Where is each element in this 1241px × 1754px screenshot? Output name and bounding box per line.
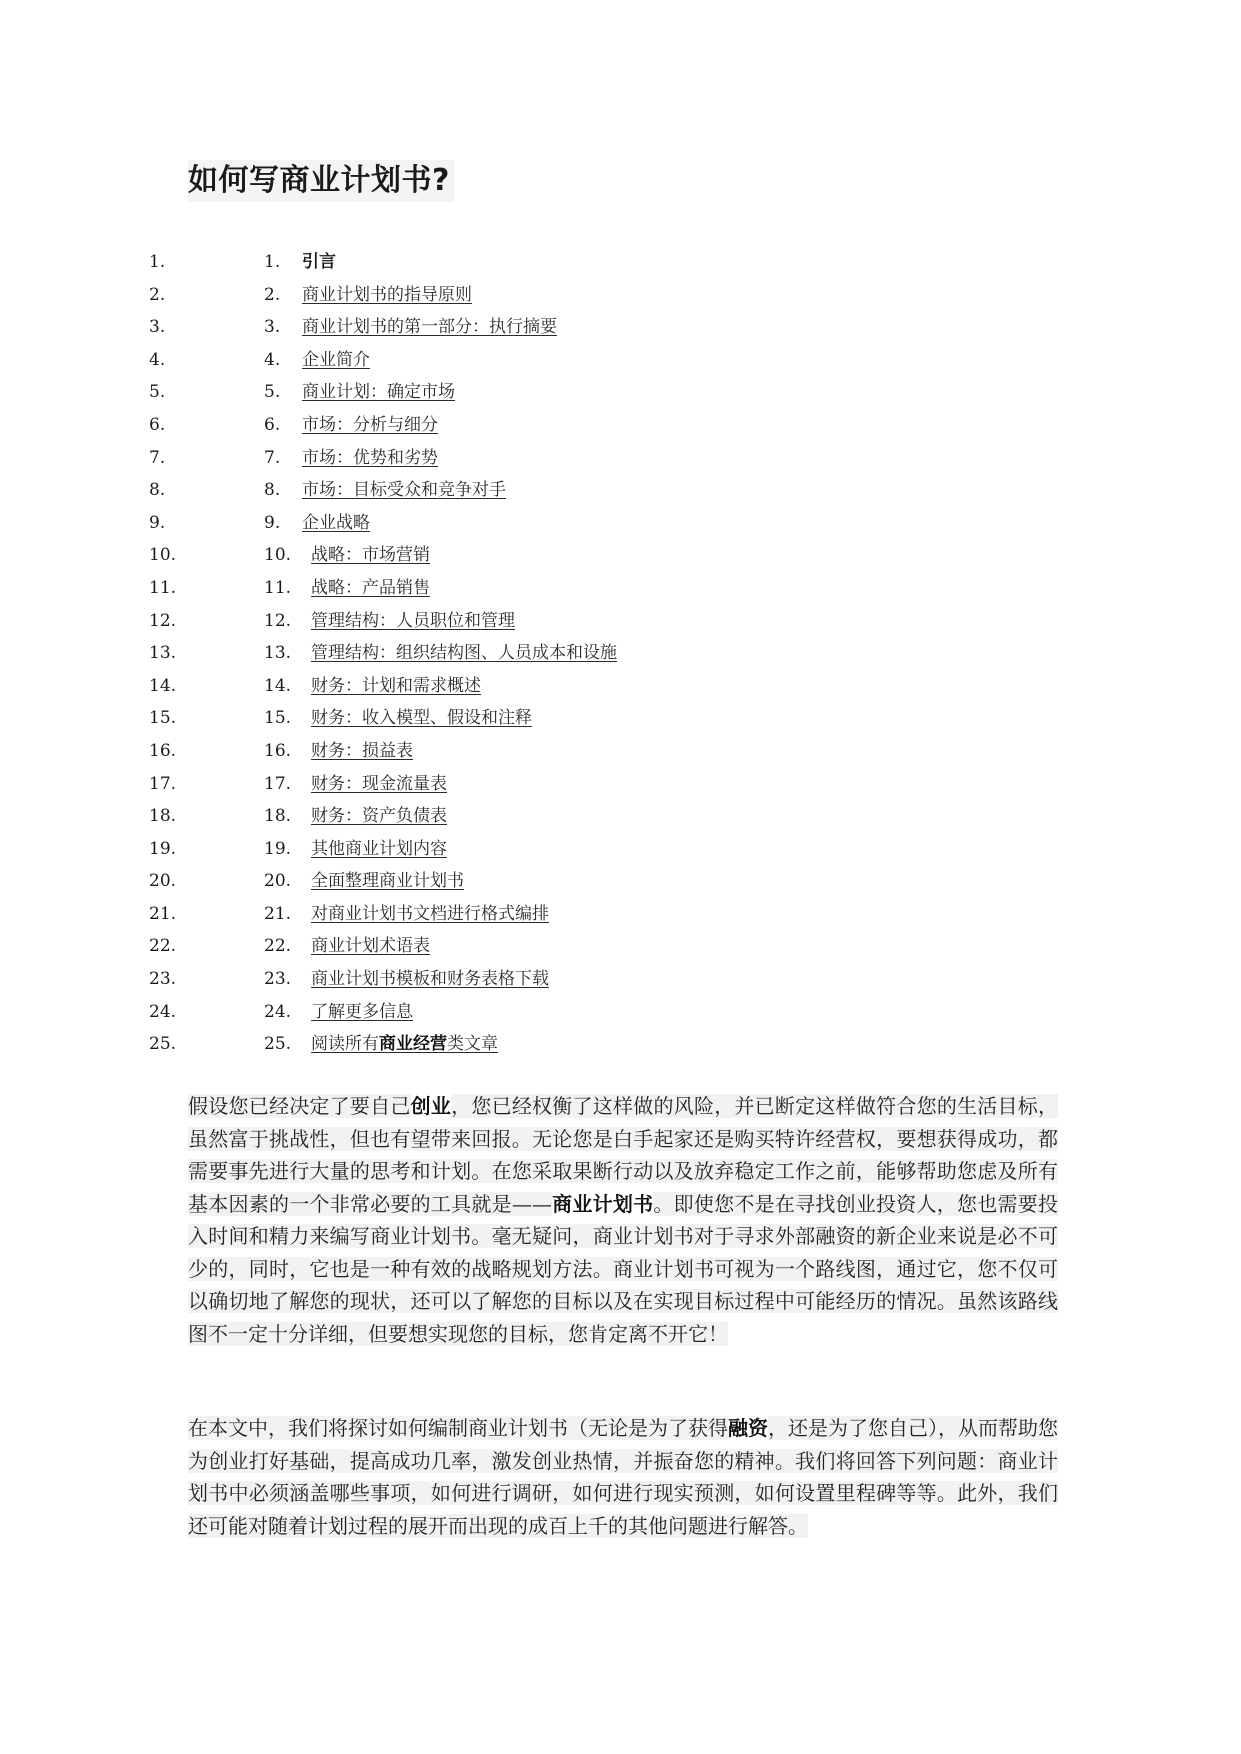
toc-item[interactable] (0, 930, 1241, 963)
toc-link[interactable]: 商业计划：确定市场 (302, 382, 455, 403)
toc-link[interactable]: 财务：现金流量表 (311, 773, 447, 794)
toc-inner-number: 4. (264, 349, 281, 370)
toc-link[interactable]: 市场：分析与细分 (302, 414, 438, 435)
toc-outer-number: 18. (149, 806, 177, 827)
toc-heading: 引言 (302, 252, 336, 272)
toc-inner-number: 22. (264, 936, 292, 957)
toc-outer-number: 2. (149, 284, 166, 305)
toc-outer-number: 15. (149, 708, 177, 729)
toc-outer-number: 8. (149, 480, 166, 501)
toc-item[interactable] (0, 702, 1241, 735)
page-title: 如何写商业计划书? (188, 160, 454, 202)
toc-outer-number: 22. (149, 936, 177, 957)
scope-paragraph (188, 1412, 1058, 1542)
toc-item[interactable] (0, 474, 1241, 507)
toc-inner-number: 19. (264, 838, 292, 859)
toc-outer-number: 23. (149, 969, 177, 990)
toc-inner-number: 12. (264, 610, 292, 631)
toc-link[interactable]: 财务：收入模型、假设和注释 (311, 708, 532, 729)
toc-link[interactable]: 市场：优势和劣势 (302, 447, 438, 468)
toc-item[interactable] (0, 833, 1241, 866)
toc-link[interactable]: 对商业计划书文档进行格式编排 (311, 903, 549, 924)
scope-text-1: 在本文中，我们将探讨如何编制商业计划书（无论是为了获得 (188, 1416, 728, 1440)
toc-item[interactable] (0, 898, 1241, 931)
toc-inner-number: 15. (264, 708, 292, 729)
toc-inner-number: 21. (264, 903, 292, 924)
scope-bold-financing: 融资 (728, 1416, 768, 1440)
toc-item[interactable] (0, 344, 1241, 377)
toc-item[interactable] (0, 507, 1241, 540)
toc-inner-number: 20. (264, 871, 292, 892)
toc-inner-number: 17. (264, 773, 292, 794)
toc-item[interactable] (0, 996, 1241, 1029)
toc-inner-number: 24. (264, 1001, 292, 1022)
toc-item[interactable] (0, 311, 1241, 344)
toc-inner-number: 14. (264, 675, 292, 696)
toc-link[interactable]: 商业计划书的第一部分：执行摘要 (302, 317, 557, 338)
toc-link-bold-text[interactable]: 商业经营 (379, 1034, 447, 1055)
toc-item (0, 246, 1241, 279)
toc-link[interactable]: 市场：目标受众和竞争对手 (302, 480, 506, 501)
toc-outer-number: 13. (149, 643, 177, 664)
toc-outer-number: 10. (149, 545, 177, 566)
toc-outer-number: 11. (149, 577, 177, 598)
toc-link[interactable]: 战略：产品销售 (311, 577, 430, 598)
toc-link[interactable]: 财务：资产负债表 (311, 806, 447, 827)
toc-outer-number: 14. (149, 675, 177, 696)
toc-item[interactable] (0, 409, 1241, 442)
toc-link[interactable] (311, 1028, 498, 1061)
toc-item[interactable] (0, 735, 1241, 768)
toc-outer-number: 17. (149, 773, 177, 794)
intro-text-3: 。即使您不是在寻找创业投资人，您也需要投入时间和精力来编写商业计划书。毫无疑问，商业计划书对于寻求外部融资的新企业来说是必不可少的，同时，它也是一种有效的战略规划方法。商业计划书可视为一个路线图，通过它，您不仅可以确切地了解您的现状，还可以了解您的目标以及在实现目标过程中可能经历的情况。虽然该路线图不一定十分详细，但要想实现您的目标，您肯定离不开它！ (188, 1191, 1059, 1346)
toc-link-text[interactable]: 阅读所有 (311, 1034, 379, 1055)
toc-outer-number: 24. (149, 1001, 177, 1022)
toc-link[interactable]: 商业计划书模板和财务表格下载 (311, 969, 549, 990)
toc-link[interactable]: 管理结构：人员职位和管理 (311, 610, 515, 631)
toc-outer-number: 9. (149, 512, 166, 533)
toc-link[interactable]: 企业战略 (302, 512, 370, 533)
toc-inner-number: 5. (264, 382, 281, 403)
toc-item[interactable] (0, 279, 1241, 312)
toc-inner-number: 16. (264, 740, 292, 761)
toc-outer-number: 5. (149, 382, 166, 403)
toc-inner-number: 25. (264, 1034, 292, 1055)
intro-bold-startup: 创业 (410, 1094, 452, 1118)
toc-item[interactable] (0, 800, 1241, 833)
toc-link[interactable]: 企业简介 (302, 349, 370, 370)
toc-outer-number: 12. (149, 610, 177, 631)
toc-link[interactable]: 全面整理商业计划书 (311, 871, 464, 892)
toc-inner-number: 18. (264, 806, 292, 827)
toc-item[interactable] (0, 963, 1241, 996)
toc-item[interactable] (0, 539, 1241, 572)
toc-link[interactable]: 商业计划书的指导原则 (302, 284, 472, 305)
toc-inner-number: 1. (264, 252, 281, 272)
toc-inner-number: 6. (264, 414, 281, 435)
toc-item[interactable] (0, 605, 1241, 638)
toc-link[interactable]: 管理结构：组织结构图、人员成本和设施 (311, 643, 617, 664)
table-of-contents (0, 246, 1241, 1061)
toc-outer-number: 19. (149, 838, 177, 859)
toc-link-text[interactable]: 类文章 (447, 1034, 498, 1055)
toc-link[interactable]: 财务：损益表 (311, 740, 413, 761)
toc-inner-number: 3. (264, 317, 281, 338)
toc-item[interactable] (0, 572, 1241, 605)
toc-outer-number: 1. (149, 252, 166, 272)
scope-text-2: ，还是为了您自己），从而帮助您为创业打好基础，提高成功几率，激发创业热情，并振奋您的精神。我们将回答下列问题：商业计划书中必须涵盖哪些事项，如何进行调研，如何进行现实预测，如何设置里程碑等等。此外，我们还可能对随着计划过程的展开而出现的成百上千的其他问题进行解答。 (188, 1416, 1058, 1538)
toc-outer-number: 7. (149, 447, 166, 468)
intro-text-2: ，您已经权衡了这样做的风险，并已断定这样做符合您的生活目标，虽然富于挑战性，但也有望带来回报。无论您是白手起家还是购买特许经营权，要想获得成功，都需要事先进行大量的思考和计划。在您采取果断行动以及放弃稳定工作之前，能够帮助您虑及所有基本因素的一个非常必要的工具就是—— (188, 1094, 1059, 1216)
intro-text-1: 假设您已经决定了要自己 (188, 1094, 411, 1118)
toc-item[interactable] (0, 637, 1241, 670)
toc-link[interactable]: 战略：市场营销 (311, 545, 430, 566)
toc-outer-number: 25. (149, 1034, 177, 1055)
toc-link[interactable]: 商业计划术语表 (311, 936, 430, 957)
toc-inner-number: 9. (264, 512, 281, 533)
toc-outer-number: 20. (149, 871, 177, 892)
toc-outer-number: 6. (149, 414, 166, 435)
toc-inner-number: 13. (264, 643, 292, 664)
intro-paragraph (188, 1090, 1058, 1350)
toc-item[interactable] (0, 1028, 1241, 1061)
toc-inner-number: 23. (264, 969, 292, 990)
toc-link[interactable]: 财务：计划和需求概述 (311, 675, 481, 696)
toc-item[interactable] (0, 865, 1241, 898)
toc-item[interactable] (0, 376, 1241, 409)
toc-item[interactable] (0, 670, 1241, 703)
toc-outer-number: 3. (149, 317, 166, 338)
toc-outer-number: 16. (149, 740, 177, 761)
toc-inner-number: 10. (264, 545, 292, 566)
toc-inner-number: 7. (264, 447, 281, 468)
toc-outer-number: 21. (149, 903, 177, 924)
toc-inner-number: 11. (264, 577, 292, 598)
toc-inner-number: 2. (264, 284, 281, 305)
toc-item[interactable] (0, 768, 1241, 801)
toc-link[interactable]: 了解更多信息 (311, 1001, 413, 1022)
toc-outer-number: 4. (149, 349, 166, 370)
intro-bold-business-plan: 商业计划书 (551, 1191, 654, 1216)
toc-item[interactable] (0, 442, 1241, 475)
toc-inner-number: 8. (264, 480, 281, 501)
toc-link[interactable]: 其他商业计划内容 (311, 838, 447, 859)
